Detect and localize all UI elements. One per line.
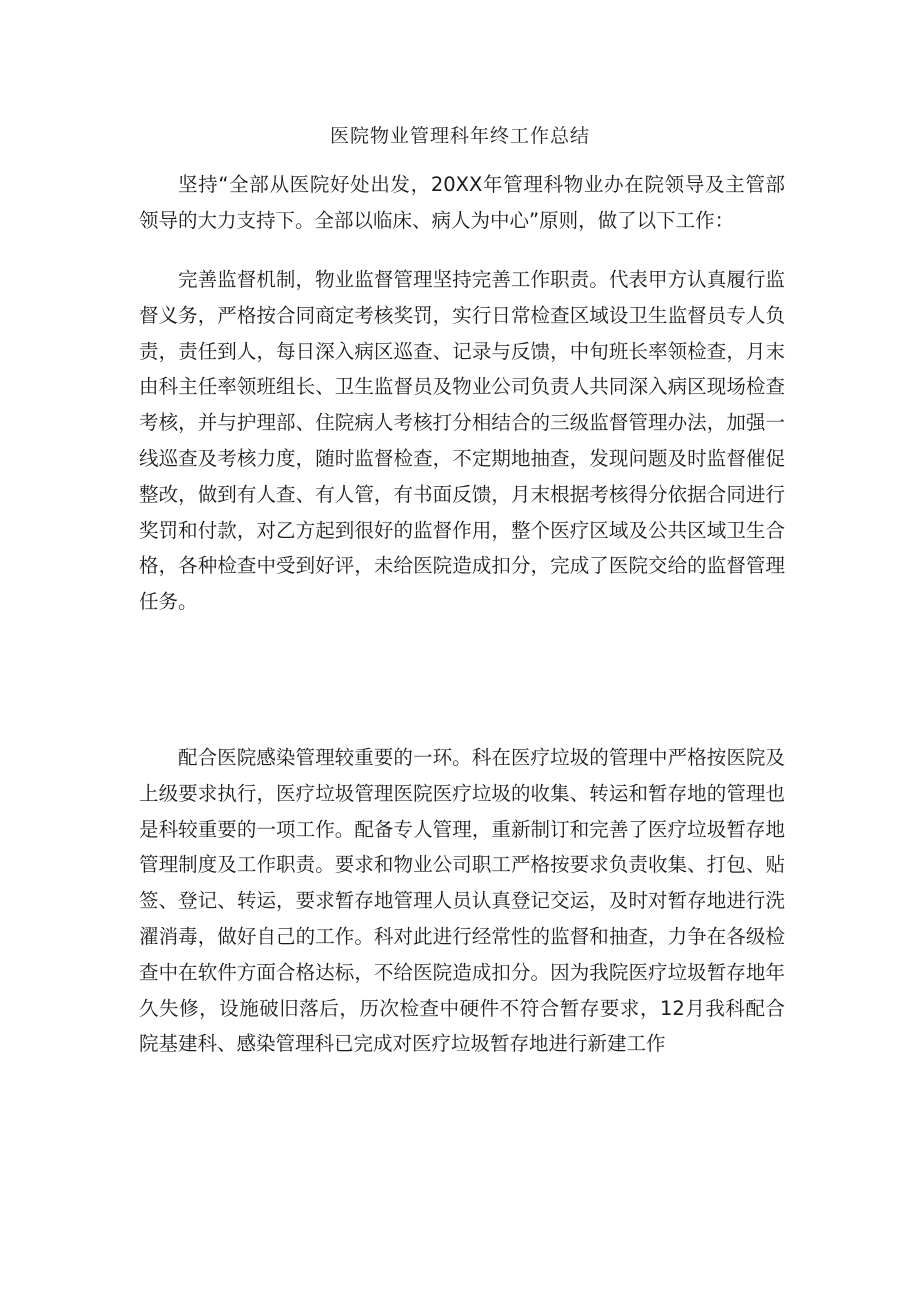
document-title: 医院物业管理科年终工作总结: [329, 125, 590, 147]
paragraph-supervision: 完善监督机制，物业监督管理坚持完善工作职责。代表甲方认真履行监督义务，严格按合同商定考核奖罚，实行日常检查区域设卫生监督员专人负责，责任到人，每日深入病区巡查、记录与反馈，中旬班长率领检查，月末由科主任率领班组长、卫生监督员及物业公司负责人共同深入病区现场检查考核，并与护理部、住院病人考核打分相结合的三级监督管理办法，加强一线巡查及考核力度，随时监督检查，不定期地抽查，发现问题及时监督催促整改，做到有人查、有人管，有书面反馈，月末根据考核得分依据合同进行奖罚和付款，对乙方起到很好的监督作用，整个医疗区域及公共区域卫生合格，各种检查中受到好评，未给医院造成扣分，完成了医院交给的监督管理任务。: [139, 268, 785, 614]
paragraph-medical-waste: 配合医院感染管理较重要的一环。科在医疗垃圾的管理中严格按医院及上级要求执行，医疗垃圾管理医院医疗垃圾的收集、转运和暂存地的管理也是科较重要的一项工作。配备专人管理，重新制订和完善了医疗垃圾暂存地管理制度及工作职责。要求和物业公司职工严格按要求负责收集、打包、贴签、登记、转运，要求暂存地管理人员认真登记交运，及时对暂存地进行洗濯消毒，做好自己的工作。科对此进行经常性的监督和抽查，力争在各级检查中在软件方面合格达标，不给医院造成扣分。因为我院医疗垃圾暂存地年久失修，设施破旧落后，历次检查中硬件不符合暂存要求，12月我科配合院基建科、感染管理科已完成对医疗垃圾暂存地进行新建工作: [139, 746, 785, 1056]
paragraph-intro: 坚持“全部从医院好处出发，20XX年管理科物业办在院领导及主管部领导的大力支持下。全部以临床、病人为中心”原则，做了以下工作：: [139, 173, 785, 232]
